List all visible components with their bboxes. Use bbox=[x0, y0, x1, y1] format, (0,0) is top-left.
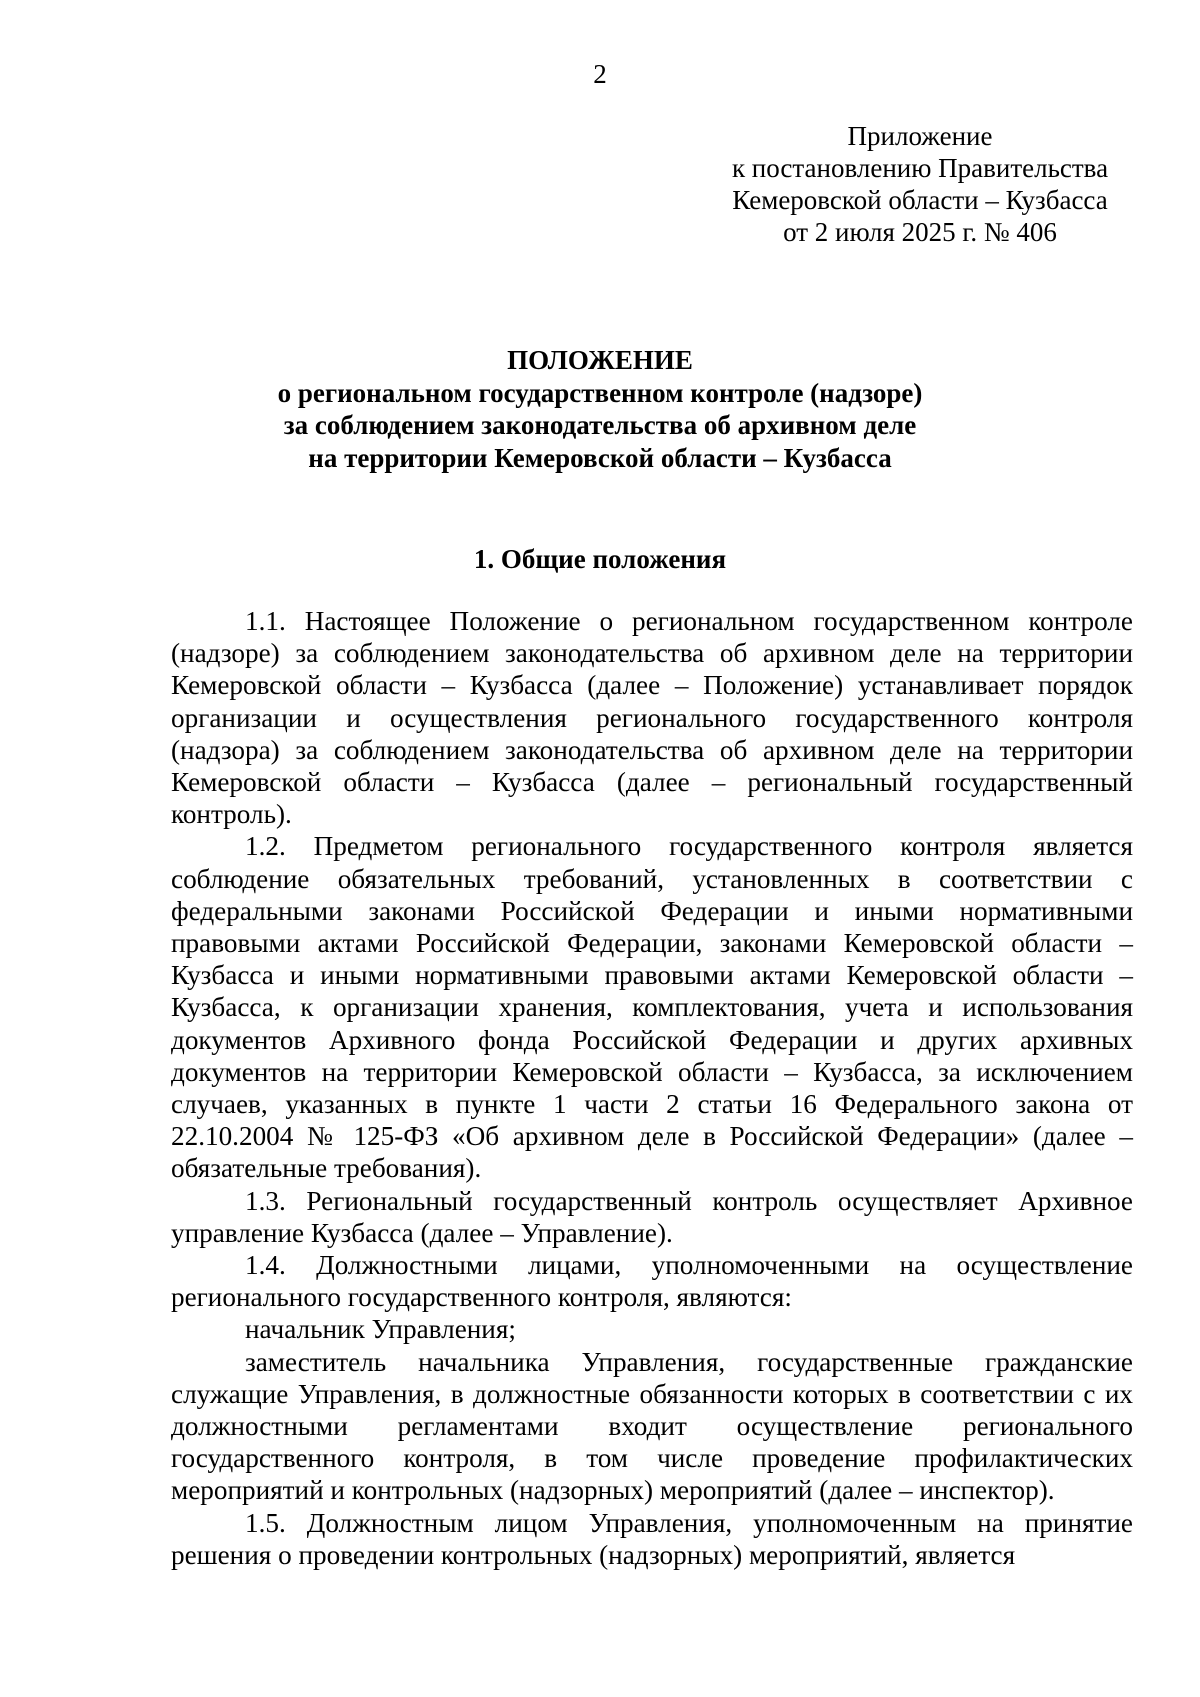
paragraph-1-5: 1.5. Должностным лицом Управления, уполномоченным на принятие решения о проведении контрольных (надзорных) мероприятий, является bbox=[171, 1507, 1133, 1570]
title-line: на территории Кемеровской области – Кузбасса bbox=[308, 442, 892, 473]
paragraph-1-4-item: заместитель начальника Управления, государственные гражданские служащие Управления, в должностные обязанности которых в соответствии с их должностными регламентами входит осуществление регионального государственного контроля, в том числе проведение профилактических мероприятий и контрольных (надзорных) мероприятий (далее – инспектор). bbox=[171, 1346, 1133, 1506]
appendix-line: от 2 июля 2025 г. № 406 bbox=[783, 217, 1057, 247]
title-line: ПОЛОЖЕНИЕ bbox=[507, 345, 693, 375]
paragraph-1-4: 1.4. Должностными лицами, уполномоченными на осуществление регионального государственного контроля, являются: bbox=[171, 1250, 1133, 1313]
paragraph-1-4-item: начальник Управления; bbox=[245, 1314, 516, 1345]
paragraph-1-2: 1.2. Предметом регионального государственного контроля является соблюдение обязательных требований, установленных в соответствии с федеральными законами Российской Федерации и иными нормативными правовыми актами Российской Федерации, законами Кемеровской области – Кузбасса и иными нормативными правовыми актами Кемеровской области – Кузбасса, к организации хранения, комплектования, учета и использования документов Архивного фонда Российской Федерации и других архивных документов на территории Кемеровской области – Кузбасса, за исключением случаев, указанных в пункте 1 части 2 статьи 16 Федерального закона от 22.10.2004 № 125-ФЗ «Об архивном деле в Российской Федерации» (далее – обязательные требования). bbox=[171, 831, 1133, 1184]
document-body bbox=[171, 605, 1133, 1571]
paragraph-1-1: 1.1. Настоящее Положение о региональном государственном контроле (надзоре) за соблюдением законодательства об архивном деле на территории Кемеровской области – Кузбасса (далее – Положение) устанавливает порядок организации и осуществления регионального государственного контроля (надзора) за соблюдением законодательства об архивном деле на территории Кемеровской области – Кузбасса (далее – региональный государственный контроль). bbox=[171, 606, 1133, 830]
document-title bbox=[0, 344, 1200, 474]
appendix-line: к постановлению Правительства bbox=[731, 153, 1109, 183]
title-line: о региональном государственном контроле (надзоре) bbox=[277, 377, 923, 408]
appendix-block bbox=[700, 120, 1140, 248]
title-line: за соблюдением законодательства об архивном деле bbox=[283, 410, 917, 440]
page-number: 2 bbox=[593, 59, 607, 89]
appendix-line: Кемеровской области – Кузбасса bbox=[732, 185, 1108, 215]
appendix-line: Приложение bbox=[847, 121, 993, 151]
paragraph-1-3: 1.3. Региональный государственный контроль осуществляет Архивное управление Кузбасса (далее – Управление). bbox=[171, 1185, 1133, 1248]
section-heading: 1. Общие положения bbox=[473, 544, 727, 574]
